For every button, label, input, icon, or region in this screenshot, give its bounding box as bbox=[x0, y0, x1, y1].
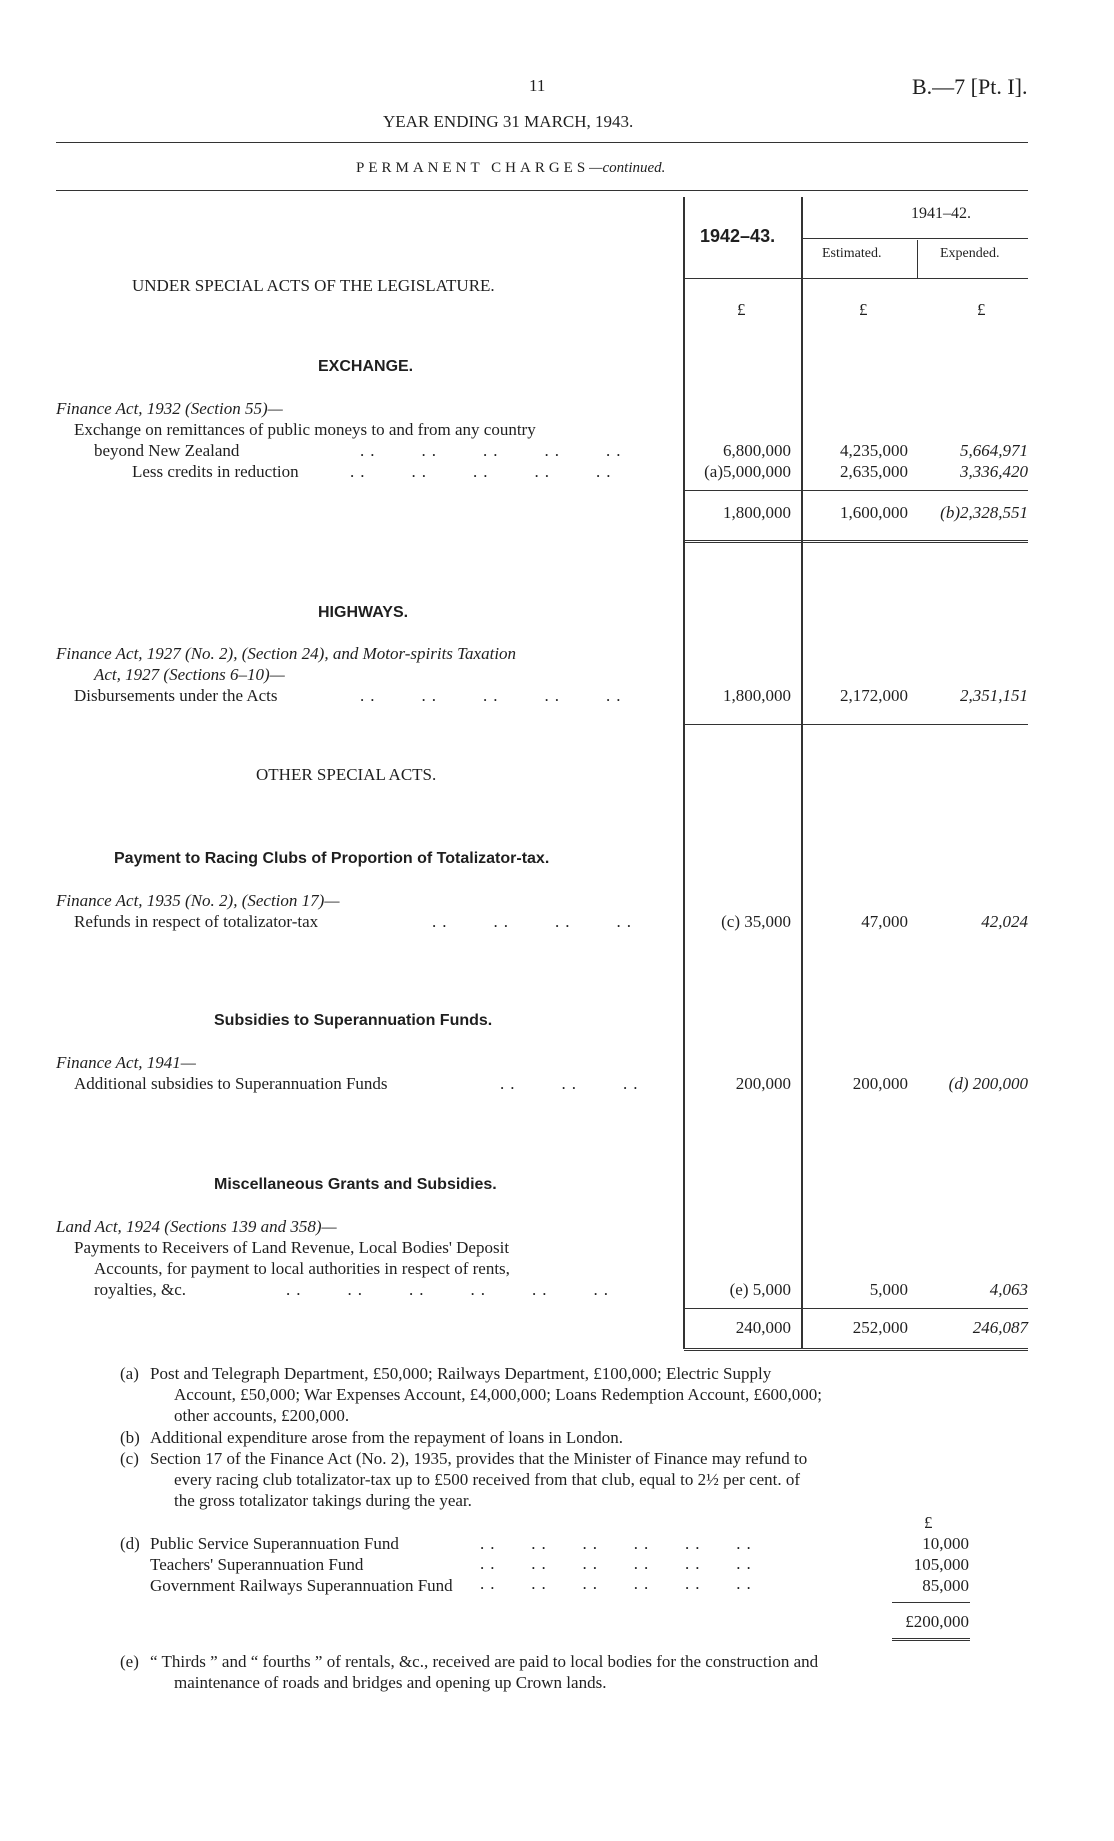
currency-1942: £ bbox=[737, 300, 746, 319]
exchange-leader1: .. .. .. .. .. bbox=[360, 441, 627, 460]
other-total-estimated: 252,000 bbox=[852, 1318, 908, 1337]
footnote-e-line1: “ Thirds ” and “ fourths ” of rentals, &c., received are paid to local bodies for the construction and bbox=[150, 1652, 819, 1671]
exchange-leader2: .. .. .. .. .. bbox=[350, 462, 617, 481]
footnote-d-item-0-value: 10,000 bbox=[922, 1534, 969, 1553]
highways-act1: Finance Act, 1927 (No. 2), (Section 24), and Motor-spirits Taxation bbox=[56, 644, 517, 663]
super-estimated: 200,000 bbox=[852, 1074, 908, 1093]
other-total-1942: 240,000 bbox=[735, 1318, 791, 1337]
charges-title-text: PERMANENT CHARGES bbox=[356, 160, 590, 176]
footnote-c-line3: the gross totalizator takings during the year. bbox=[174, 1491, 472, 1510]
highways-rule bbox=[684, 724, 1028, 725]
racing-act: Finance Act, 1935 (No. 2), (Section 17)— bbox=[56, 891, 340, 910]
exchange-row1-expended: 5,664,971 bbox=[960, 441, 1028, 460]
exchange-total-rule bbox=[684, 540, 1028, 543]
charges-continued-text: —continued. bbox=[589, 160, 666, 176]
column-divider-left bbox=[683, 197, 685, 1349]
footnote-c-line2: every racing club totalizator-tax up to £500 received from that club, equal to 2½ per cent. of bbox=[174, 1470, 801, 1489]
misc-expended: 4,063 bbox=[989, 1280, 1028, 1299]
highways-heading: HIGHWAYS. bbox=[318, 604, 409, 621]
estimated-header: Estimated. bbox=[822, 246, 882, 261]
col-1941-header: 1941–42. bbox=[911, 205, 971, 222]
footnote-a-line2: Account, £50,000; War Expenses Account, £4,000,000; Loans Redemption Account, £600,000; bbox=[174, 1385, 823, 1404]
exchange-total-expended: (b)2,328,551 bbox=[940, 503, 1028, 522]
footnote-d-leaders: .. .. .. .. .. .. .. .. .. .. .. .. .. .. .. .. .. .. bbox=[480, 1534, 757, 1593]
col-1942-header: 1942–43. bbox=[700, 226, 776, 246]
exchange-row2-expended: 3,336,420 bbox=[960, 462, 1028, 481]
footnote-d-total: £200,000 bbox=[905, 1612, 969, 1631]
footnote-d-item-2-name: Government Railways Superannuation Fund bbox=[150, 1576, 453, 1595]
misc-1942: (e) 5,000 bbox=[729, 1280, 791, 1299]
other-total-rule bbox=[684, 1348, 1028, 1351]
super-act: Finance Act, 1941— bbox=[56, 1053, 196, 1072]
footnote-e-label: (e) bbox=[120, 1652, 139, 1671]
footnote-b-label: (b) bbox=[120, 1428, 140, 1447]
footnote-a-label: (a) bbox=[120, 1364, 139, 1383]
racing-heading: Payment to Racing Clubs of Proportion of Totalizator-tax. bbox=[114, 850, 550, 867]
highways-1942: 1,800,000 bbox=[723, 686, 791, 705]
racing-estimated: 47,000 bbox=[861, 912, 908, 931]
column-divider-sub bbox=[917, 240, 918, 278]
super-leader: .. .. .. bbox=[500, 1074, 644, 1093]
header-rule bbox=[56, 142, 1028, 143]
misc-line1: Payments to Receivers of Land Revenue, Local Bodies' Deposit bbox=[74, 1238, 510, 1257]
other-acts-heading: OTHER SPECIAL ACTS. bbox=[256, 765, 437, 784]
highways-leader: .. .. .. .. .. bbox=[360, 686, 627, 705]
highways-expended: 2,351,151 bbox=[960, 686, 1028, 705]
footnote-c-line1: Section 17 of the Finance Act (No. 2), 1935, provides that the Minister of Finance may refund to bbox=[150, 1449, 808, 1468]
racing-line: Refunds in respect of totalizator-tax bbox=[74, 912, 319, 931]
exchange-row1-1942: 6,800,000 bbox=[723, 441, 791, 460]
currency-estimated: £ bbox=[859, 300, 868, 319]
col-header-bottom-rule bbox=[684, 278, 1028, 279]
footnote-d-label: (d) bbox=[120, 1534, 140, 1553]
exchange-row2-1942: (a)5,000,000 bbox=[704, 462, 791, 481]
footnote-d-item-2-value: 85,000 bbox=[922, 1576, 969, 1595]
super-expended: (d) 200,000 bbox=[948, 1074, 1028, 1093]
racing-expended: 42,024 bbox=[981, 912, 1028, 931]
section-title: UNDER SPECIAL ACTS OF THE LEGISLATURE. bbox=[132, 276, 495, 295]
footnote-d-item-1-name: Teachers' Superannuation Fund bbox=[150, 1555, 364, 1574]
footnote-d-total-rule bbox=[892, 1638, 970, 1641]
exchange-act: Finance Act, 1932 (Section 55)— bbox=[56, 399, 283, 418]
exchange-row2-estimated: 2,635,000 bbox=[840, 462, 908, 481]
footnote-a-line3: other accounts, £200,000. bbox=[174, 1406, 350, 1425]
footnote-e-line2: maintenance of roads and bridges and opening up Crown lands. bbox=[174, 1673, 607, 1692]
footnote-d-item-1-value: 105,000 bbox=[913, 1555, 969, 1574]
col-1941-subrule bbox=[802, 238, 1028, 239]
footnote-a-line1: Post and Telegraph Department, £50,000; Railways Department, £100,000; Electric Supply bbox=[150, 1364, 772, 1383]
highways-line: Disbursements under the Acts bbox=[74, 686, 278, 705]
exchange-heading: EXCHANGE. bbox=[318, 358, 414, 375]
footnote-c-label: (c) bbox=[120, 1449, 139, 1468]
other-subtotal-rule bbox=[684, 1308, 1028, 1309]
exchange-subtotal-rule bbox=[684, 490, 1028, 491]
exchange-line3: Less credits in reduction bbox=[132, 462, 299, 481]
footnote-d-currency: £ bbox=[924, 1513, 933, 1532]
misc-line3: royalties, &c. bbox=[94, 1280, 187, 1299]
expended-header: Expended. bbox=[940, 246, 1000, 261]
misc-line2: Accounts, for payment to local authorities in respect of rents, bbox=[94, 1259, 510, 1278]
exchange-total-estimated: 1,600,000 bbox=[840, 503, 908, 522]
table-top-rule bbox=[56, 190, 1028, 191]
super-line: Additional subsidies to Superannuation Funds bbox=[74, 1074, 388, 1093]
column-divider-mid bbox=[801, 197, 803, 1349]
currency-expended: £ bbox=[977, 300, 986, 319]
exchange-line1: Exchange on remittances of public moneys to and from any country bbox=[74, 420, 536, 439]
highways-act2: Act, 1927 (Sections 6–10)— bbox=[94, 665, 285, 684]
misc-estimated: 5,000 bbox=[869, 1280, 908, 1299]
exchange-row1-estimated: 4,235,000 bbox=[840, 441, 908, 460]
footnote-b-line1: Additional expenditure arose from the repayment of loans in London. bbox=[150, 1428, 624, 1447]
page-number: 11 bbox=[529, 76, 546, 95]
exchange-total-1942: 1,800,000 bbox=[723, 503, 791, 522]
year-heading: YEAR ENDING 31 MARCH, 1943. bbox=[383, 112, 634, 131]
document-reference: B.—7 [Pt. I]. bbox=[912, 74, 1028, 99]
racing-leader: .. .. .. .. bbox=[432, 912, 637, 931]
other-total-expended: 246,087 bbox=[972, 1318, 1028, 1337]
racing-1942: (c) 35,000 bbox=[721, 912, 791, 931]
super-heading: Subsidies to Superannuation Funds. bbox=[214, 1012, 493, 1029]
super-1942: 200,000 bbox=[735, 1074, 791, 1093]
footnote-d-subtotal-rule bbox=[892, 1602, 970, 1603]
footnote-d-item-0-name: Public Service Superannuation Fund bbox=[150, 1534, 399, 1553]
misc-heading: Miscellaneous Grants and Subsidies. bbox=[214, 1176, 497, 1193]
misc-leader: .. .. .. .. .. .. bbox=[286, 1280, 614, 1299]
highways-estimated: 2,172,000 bbox=[840, 686, 908, 705]
permanent-charges-title bbox=[356, 160, 665, 177]
misc-act: Land Act, 1924 (Sections 139 and 358)— bbox=[56, 1217, 337, 1236]
exchange-line2: beyond New Zealand bbox=[94, 441, 240, 460]
